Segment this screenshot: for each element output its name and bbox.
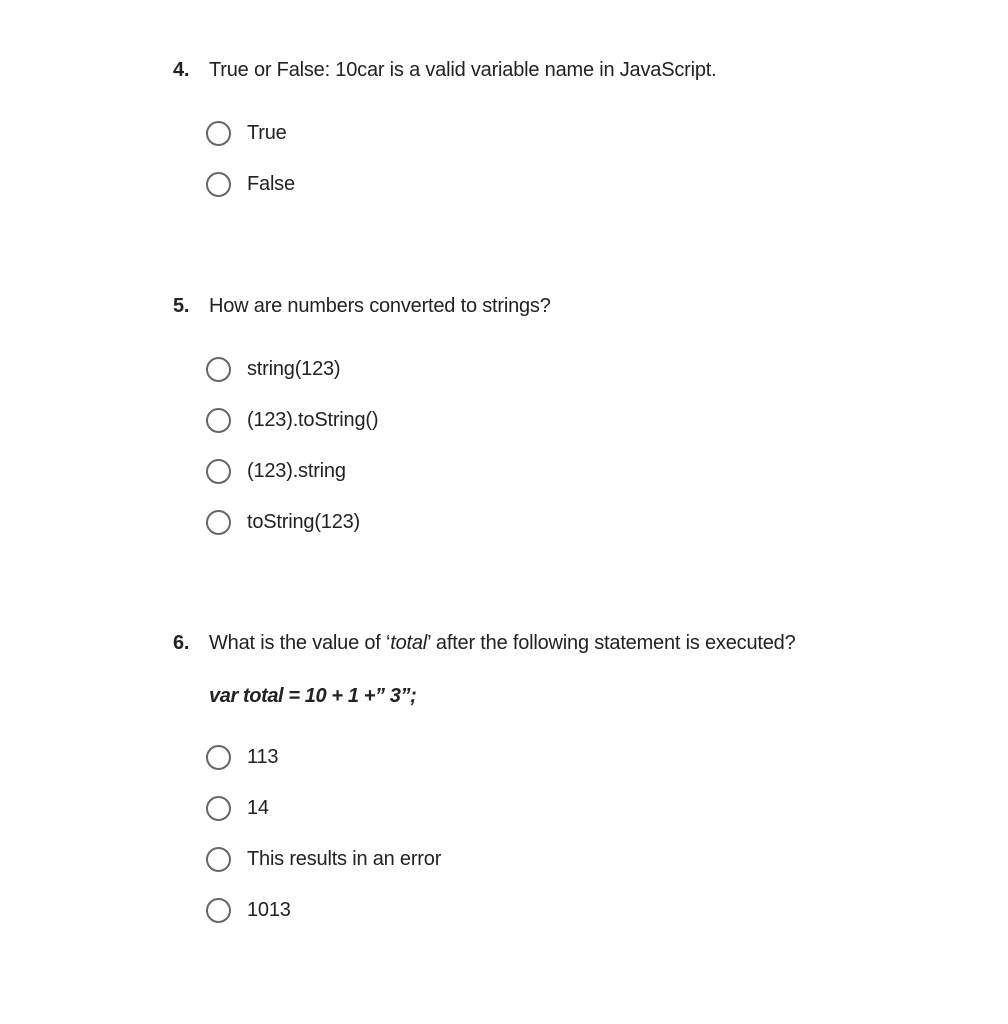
option-label: 113 xyxy=(247,746,279,768)
option-label: 14 xyxy=(247,797,269,819)
option-label: toString(123) xyxy=(247,511,361,533)
question-number: 5. xyxy=(173,295,190,317)
question-text-emphasis: total xyxy=(390,632,428,654)
option-14[interactable] xyxy=(206,783,441,834)
option-1013[interactable] xyxy=(206,885,441,936)
question-5 xyxy=(173,292,973,533)
question-text-before: What is the value of ‘ xyxy=(209,632,391,654)
radio-unselected-icon[interactable] xyxy=(206,510,231,535)
option-string-123[interactable] xyxy=(206,344,378,395)
option-label: This results in an error xyxy=(247,848,442,870)
question-number: 6. xyxy=(173,632,190,654)
radio-unselected-icon[interactable] xyxy=(206,121,231,146)
question-text xyxy=(209,629,796,657)
option-label: False xyxy=(247,173,295,195)
answer-options xyxy=(206,344,378,548)
answer-options xyxy=(206,732,441,936)
radio-unselected-icon[interactable] xyxy=(206,796,231,821)
option-tostring-function[interactable] xyxy=(206,497,378,548)
question-header xyxy=(173,56,973,84)
question-text-after: ’ after the following statement is executed? xyxy=(427,632,796,654)
option-label: (123).toString() xyxy=(247,409,379,431)
question-text: How are numbers converted to strings? xyxy=(209,295,551,317)
option-113[interactable] xyxy=(206,732,441,783)
code-statement: var total = 10 + 1 +” 3”; xyxy=(209,685,417,707)
answer-options xyxy=(206,108,295,210)
option-error[interactable] xyxy=(206,834,441,885)
option-tostring-method[interactable] xyxy=(206,395,378,446)
option-true[interactable] xyxy=(206,108,295,159)
radio-unselected-icon[interactable] xyxy=(206,898,231,923)
radio-unselected-icon[interactable] xyxy=(206,459,231,484)
option-string-property[interactable] xyxy=(206,446,378,497)
radio-unselected-icon[interactable] xyxy=(206,172,231,197)
radio-unselected-icon[interactable] xyxy=(206,408,231,433)
question-header xyxy=(173,629,973,657)
option-label: True xyxy=(247,122,287,144)
option-label: 1013 xyxy=(247,899,291,921)
question-4 xyxy=(173,56,973,195)
question-header xyxy=(173,292,973,320)
radio-unselected-icon[interactable] xyxy=(206,847,231,872)
question-text: True or False: 10car is a valid variable name in JavaScript. xyxy=(209,59,717,81)
option-label: string(123) xyxy=(247,358,341,380)
question-6 xyxy=(173,629,973,921)
option-label: (123).string xyxy=(247,460,346,482)
question-number: 4. xyxy=(173,59,190,81)
radio-unselected-icon[interactable] xyxy=(206,357,231,382)
radio-unselected-icon[interactable] xyxy=(206,745,231,770)
option-false[interactable] xyxy=(206,159,295,210)
